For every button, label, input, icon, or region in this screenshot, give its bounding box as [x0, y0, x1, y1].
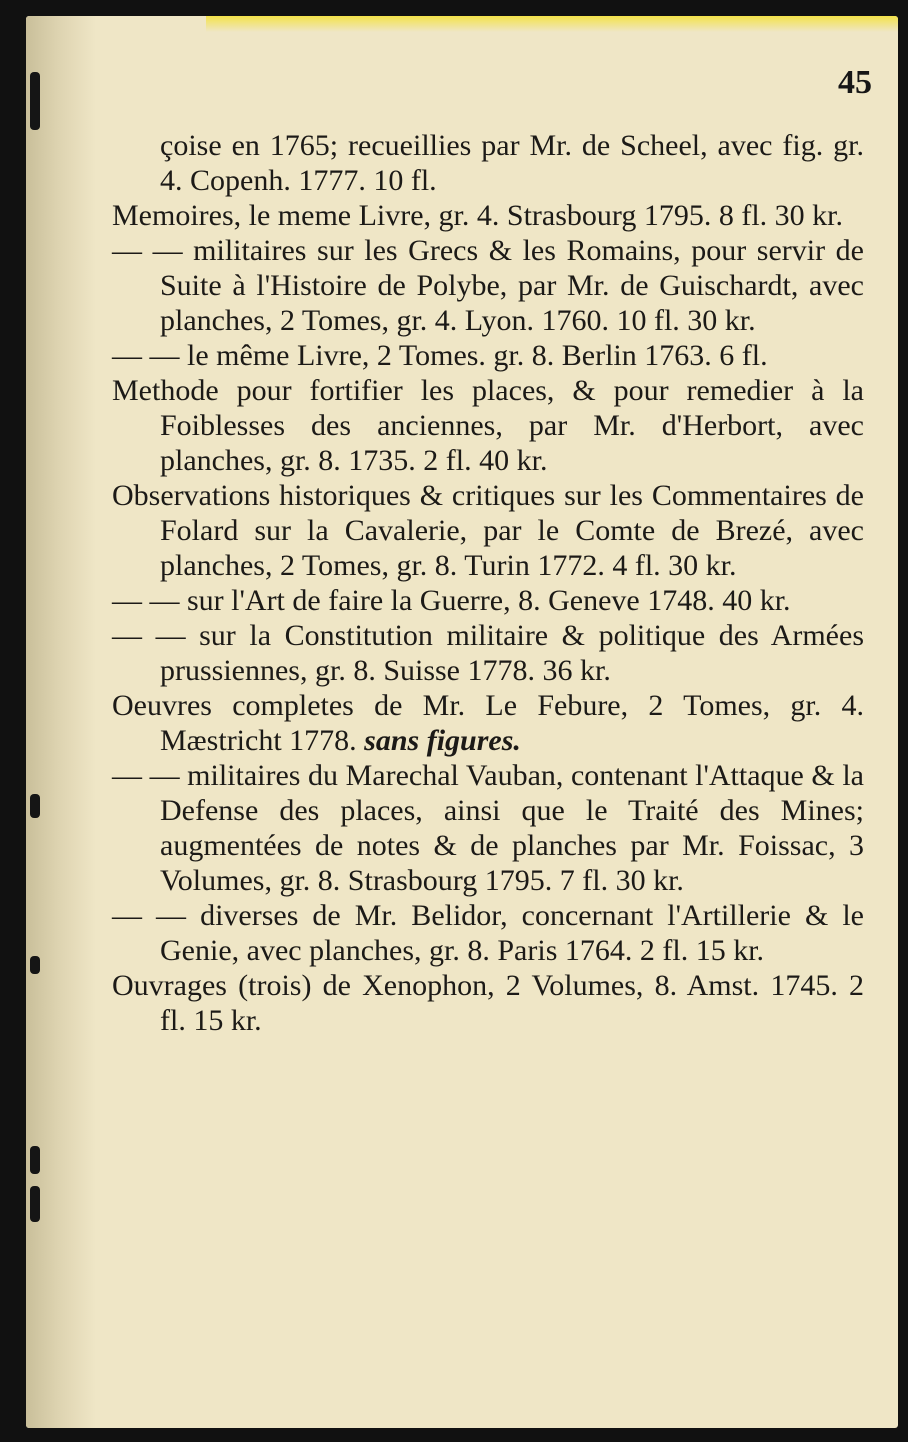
- binding-mark: [30, 794, 40, 818]
- catalogue-entry: — — sur l'Art de faire la Guerre, 8. Geneve 1748. 40 kr.: [112, 584, 791, 617]
- catalogue-entry: Observations historiques & critiques sur les Commentaires de Folard sur la Cavalerie, par le Comte de Brezé, avec planches, 2 Tomes, gr. 8. Turin 1772. 4 fl. 30 kr.: [112, 479, 864, 582]
- catalogue-entry: Ouvrages (trois) de Xenophon, 2 Volumes, 8. Amst. 1745. 2 fl. 15 kr.: [112, 969, 864, 1037]
- entry-italic-note: sans figures.: [364, 724, 521, 757]
- catalogue-entry: — — le même Livre, 2 Tomes. gr. 8. Berlin 1763. 6 fl.: [112, 339, 768, 372]
- page-top-edge: [206, 16, 898, 32]
- catalogue-entry: Methode pour fortifier les places, & pour remedier à la Foiblesses des anciennes, par Mr. d'Herbort, avec planches, gr. 8. 1735. 2 fl. 40 kr.: [112, 374, 864, 477]
- catalogue-entry: çoise en 1765; recueillies par Mr. de Scheel, avec fig. gr. 4. Copenh. 1777. 10 fl.: [160, 129, 864, 197]
- catalogue-entry: Memoires, le meme Livre, gr. 4. Strasbourg 1795. 8 fl. 30 kr.: [112, 199, 844, 232]
- binding-mark: [30, 1186, 40, 1222]
- binding-mark: [30, 956, 40, 974]
- catalogue-entry: [112, 688, 864, 758]
- entry-text: Oeuvres completes de Mr. Le Febure, 2 Tomes, gr. 4. Mæstricht 1778.: [112, 689, 864, 757]
- page-number: 45: [838, 64, 872, 101]
- binding-mark: [30, 1146, 40, 1174]
- catalogue-entry: — — militaires du Marechal Vauban, contenant l'Attaque & la Defense des places, ainsi que le Traité des Mines; augmentées de notes & de planches par Mr. Foissac, 3 Volumes, gr. 8. Strasbourg 1795. 7 fl. 30 kr.: [112, 759, 864, 897]
- book-page: [26, 16, 898, 1428]
- catalogue-entry: — — diverses de Mr. Belidor, concernant l'Artillerie & le Genie, avec planches, gr. 8. Paris 1764. 2 fl. 15 kr.: [112, 899, 864, 967]
- catalogue-text: [112, 128, 864, 1038]
- catalogue-entry: — — sur la Constitution militaire & politique des Armées prussiennes, gr. 8. Suisse 1778. 36 kr.: [112, 619, 864, 687]
- catalogue-entry: — — militaires sur les Grecs & les Romains, pour servir de Suite à l'Histoire de Polybe, par Mr. de Guischardt, avec planches, 2 Tomes, gr. 4. Lyon. 1760. 10 fl. 30 kr.: [112, 234, 864, 337]
- binding-mark: [30, 72, 40, 130]
